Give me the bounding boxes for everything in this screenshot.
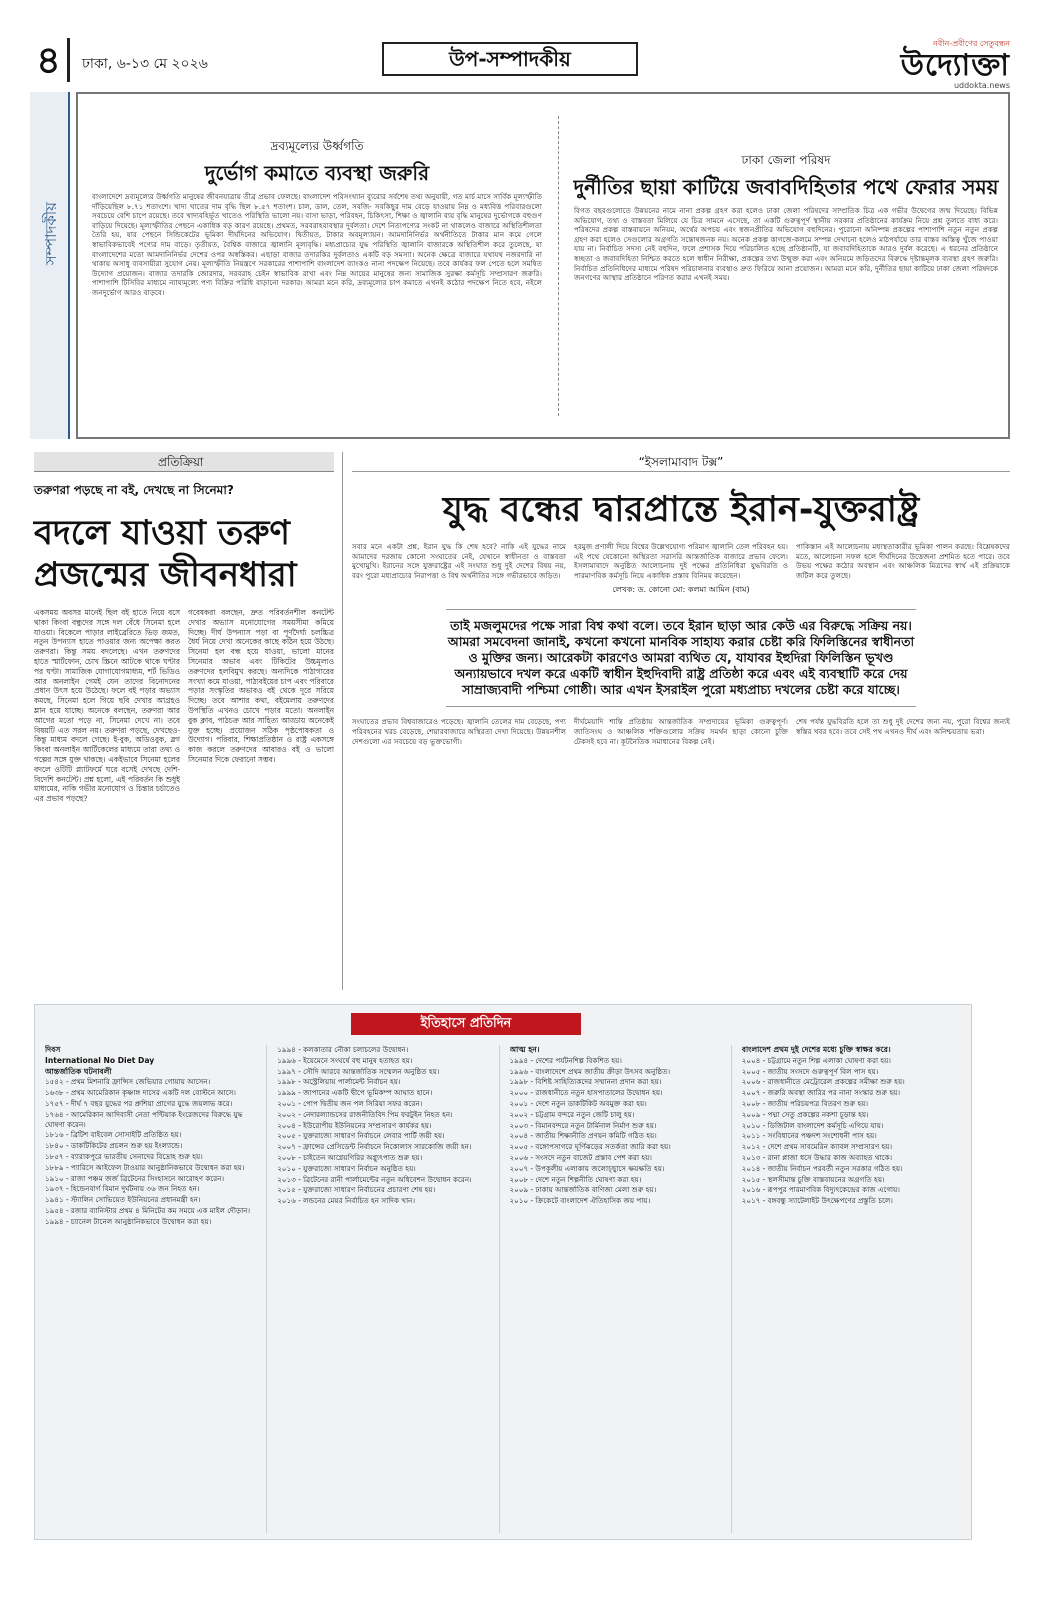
history-entry: ১৮৮৯ - প্যারিসে আইফেল টাওয়ার আনুষ্ঠানিকভাবে উদ্বোধন করা হয়।: [45, 1162, 245, 1172]
masthead: [30, 38, 1010, 88]
history-entry: International No Diet Day: [45, 1055, 155, 1065]
history-entry: ২০১১ - সংবিধানের পঞ্চদশ সংশোধনী পাস হয়।: [741, 1131, 877, 1141]
history-entry: ১৯৯৪ - কলকাতার নৌকা চলাচলের উদ্বোধন।: [277, 1045, 409, 1054]
opinion-label: প্রতিক্রিয়া: [158, 455, 204, 469]
history-columns: [45, 1045, 963, 1533]
editorial-right-kicker: ঢাকা জেলা পরিষদ: [741, 153, 831, 167]
history-entry: ২০০৮ - চাইতেন আগ্নেয়গিরির অগ্ন্যুৎপাত শুরু হয়।: [277, 1152, 423, 1162]
editorial-left-body: বাংলাদেশে দ্রব্যমূল্যের উর্ধ্বগতি মানুষের জীবনযাত্রায় তীব্র প্রভাব ফেলছে। বাংলাদেশ পরিসংখ্যান ব্যুরোর সর্বশেষ তথ্য অনুযায়ী, গত মার্চ মাসে সার্বিক মূল্যস্ফীতি দাঁড়িয়েছিল ৮.৭১ শতাংশে। খাদ্য খাতের দাম বৃদ্ধি ছিল ৮.৫৭ শতাংশ। চাল, ডাল, তেল, সবজি- সবকিছুর দাম বেড়ে যাওয়ায় নিম্ন ও মধ্যবিত্ত পরিবারগুলো সবচেয়ে বেশি চাপে রয়েছে। তবে খাদ্যবহির্ভূত খাতেও পরিস্থিতি ভালো নয়। বাসা ভাড়া, পরিবহন, চিকিৎসা, শিক্ষা ও জ্বালানি ব্যয় বৃদ্ধি মানুষের দুর্ভোগকে বহুগুণ বাড়িয়ে দিয়েছে। মূল্যস্ফীতির পেছনে একাধিক বড় কারণ রয়েছে। প্রথমত, সরবরাহব্যবস্থার দুর্বলতা। দেশে নিত্যপণ্যের সংকট না থাকলেও বাজারে অস্থিতিশীলতা তৈরি হয়, যার পেছনে সিন্ডিকেটের ভূমিকা দীর্ঘদিনের অভিযোগ। দ্বিতীয়ত, টাকার অবমূল্যায়ন। আমদানিনির্ভর অর্থনীতিতে টাকার মান কমে গেলে স্বাভাবিকভাবেই পণ্যের দাম বাড়ে। তৃতীয়ত, বৈশ্বিক বাজারে জ্বালানি মূল্যবৃদ্ধি। মধ্যপ্রাচ্যের যুদ্ধ পরিস্থিতি জ্বালানি বাজারকে অস্থিতিশীল করে তুলেছে, যা বাংলাদেশের মতো আমদানিনির্ভর দেশের ওপর অস্বস্তিকর। এছাড়া বাজার তদারকির দুর্বলতাও একটি বড় সমস্যা। অনেক ক্ষেত্রে বাজারে যথাযথ নজরদারি না থাকায় অসাধু ব্যবসায়ীরা সুযোগ নেয়। মূল্যস্ফীতি নিয়ন্ত্রণে সরকারের পাশাপাশি বাংলাদেশ ব্যাংকও নানা পদক্ষেপ নিয়েছে। তবে কার্যকর ফল পেতে হলে সমন্বিত উদ্যোগ প্রয়োজন। বাজার তদারকি জোরদার, সরবরাহ চেইন স্বাভাবিক রাখা এবং নিম্ন আয়ের মানুষের জন্য সামাজিক সুরক্ষা কর্মসূচি সম্প্রসারণ জরুরি। পাশাপাশি টিসিবির মাধ্যমে ন্যায্যমূল্যে পণ্য বিক্রির পরিধি বাড়ানো দরকার। আমরা মনে করি, দ্রব্যমূল্যের চাপ কমাতে এখনই কঠোর পদক্ষেপ নিতে হবে, নইলে জনদুর্ভোগ আরও বাড়বে।: [92, 192, 542, 297]
feature-article: [352, 452, 1010, 990]
history-col-1: [45, 1045, 267, 1533]
logo-text: উদ্যোক্তা: [900, 48, 1010, 83]
history-entry: ২০১৪ - জাতীয় নির্বাচন পরবর্তী নতুন সরকার গঠিত হয়।: [741, 1163, 903, 1173]
history-col-4: [742, 1045, 963, 1533]
history-entry: ২০০৭ - ফ্রান্সের প্রেসিডেন্ট নির্বাচনে নিকোলাস সারকোজি জয়ী হন।: [277, 1142, 472, 1152]
history-entry: ১৯৯৬ - বাংলাদেশে প্রথম জাতীয় ক্রীড়া উৎসব অনুষ্ঠিত।: [509, 1066, 671, 1076]
history-entry: ১৯৯৯ - জাপানের একটি দ্বীপে ভূমিকম্প আঘাত হানে।: [277, 1088, 433, 1098]
feature-photo-credit: লেখক: ড. কোনো মো: কলমা আমিন (বাম): [612, 585, 750, 595]
opinion-article: [34, 452, 334, 990]
history-entry: ১৮১৬ - ব্রিটিশ বাইবেল সোসাইটি প্রতিষ্ঠিত হয়।: [45, 1130, 182, 1140]
editorial-section: [30, 92, 1010, 439]
history-entry: ১৮৫৭ - ব্যারাকপুরে ভারতীয় সেনাদের বিদ্রোহ শুরু হয়।: [45, 1151, 203, 1161]
editorial-right-body: বিগত বছরগুলোতে উন্নয়নের নামে নানা প্রকল্প গ্রহণ করা হলেও ঢাকা জেলা পরিষদের সাম্প্রতিক চিত্র এক গভীর উদ্বেগের জন্ম দিয়েছে। বিভিন্ন অভিযোগ, তথ্য ও বাস্তবতা মিলিয়ে যে চিত্র সামনে এসেছে, তা একটি গুরুত্বপূর্ণ স্থানীয় সরকার প্রতিষ্ঠানের কার্যক্রম নিয়ে প্রশ্ন তুলতে বাধ্য করে। পরিষদের প্রকল্প বাস্তবায়নে অনিয়ম, অর্থের অপচয় এবং স্বজনপ্রীতির অভিযোগ বহুদিনের। পুরোনো অনিষ্পন্ন প্রকল্পের পাশাপাশি নতুন নতুন প্রকল্প গ্রহণ করা হলেও সেগুলোর অগ্রগতি সন্তোষজনক নয়। অনেক প্রকল্প কাগজে-কলমে সম্পন্ন দেখানো হলেও মাঠপর্যায়ে তার বাস্তব অস্তিত্ব খুঁজে পাওয়া যায় না। নির্বাচিত সদস্য নেই বহুদিন, ফলে প্রশাসক দিয়ে পরিচালিত হচ্ছে প্রতিষ্ঠানটি, যা জবাবদিহিতাকে আরও দুর্বল করেছে। এ ধরনের প্রতিষ্ঠানে স্বচ্ছতা ও জবাবদিহিতা নিশ্চিত করতে হলে স্বাধীন নিরীক্ষা, প্রকল্পের তথ্য উন্মুক্ত করা এবং অনিয়মে জড়িতদের বিরুদ্ধে দৃষ্টান্তমূলক ব্যবস্থা গ্রহণ জরুরি। নির্বাচিত প্রতিনিধিদের মাধ্যমে পরিষদ পরিচালনার ব্যবস্থাও দ্রুত ফিরিয়ে আনা প্রয়োজন। আমরা মনে করি, দুর্নীতির ছায়া কাটিয়ে ঢাকা জেলা পরিষদকে জনগণের আস্থার প্রতিষ্ঠানে পরিণত করার এখনই সময়।: [574, 206, 998, 283]
history-section: [34, 1004, 972, 1540]
feature-body-col-5: দীর্ঘমেয়াদি শান্তি প্রতিষ্ঠায় আন্তর্জাতিক সম্প্রদায়ের ভূমিকা গুরুত্বপূর্ণ। জাতিসংঘ ও আঞ্চলিক শক্তিগুলোর সক্রিয় সমর্থন ছাড়া কোনো চুক্তি টেকসই হবে না। কূটনৈতিক সমাধানের বিকল্প নেই।: [574, 717, 788, 746]
opinion-body-col-1: একসময় অবসর মানেই ছিল বই হাতে নিয়ে বসে থাকা কিংবা বন্ধুদের সঙ্গে দল বেঁধে সিনেমা হলে যাওয়া। বিকেলে পাড়ার লাইব্রেরিতে ভিড় জমত, নতুন উপন্যাস হাতে পাওয়ার জন্য অপেক্ষা করত তরুণরা। কিন্তু সময় বদলেছে। এখন তরুণদের হাতে স্মার্টফোন, চোখ স্ক্রিনে আটকে থাকে ঘণ্টার পর ঘণ্টা। সামাজিক যোগাযোগমাধ্যম, শর্ট ভিডিও আর অনলাইন গেমই যেন তাদের বিনোদনের প্রধান উৎস হয়ে উঠেছে। ফলে বই পড়ার অভ্যাস কমছে, সিনেমা হলে গিয়ে ছবি দেখার আগ্রহও ম্লান হয়ে যাচ্ছে। অনেকে বলছেন, তরুণরা আর আগের মতো পড়ে না, সিনেমা দেখে না। তবে বিষয়টি এত সরল নয়। তরুণরা পড়ছে, দেখছেও- কিন্তু মাধ্যম বদলে গেছে। ই-বুক, অডিওবুক, ব্লগ কিংবা অনলাইন আর্টিকেলের মাধ্যমে তারা তথ্য ও গল্পের সঙ্গে যুক্ত থাকছে। একইভাবে সিনেমা হলের বদলে ওটিটি প্ল্যাটফর্মে ঘরে বসেই দেখছে দেশি-বিদেশি কনটেন্ট। প্রশ্ন হলো, এই পরিবর্তন কি শুধুই মাধ্যমের, নাকি গভীর মনোযোগ ও চিন্তার চর্চাতেও এর প্রভাব পড়ছে?: [34, 608, 180, 804]
history-entry: বাংলাদেশ প্রথম দুই দেশের মধ্যে চুক্তি স্বাক্ষর করে।: [741, 1045, 891, 1054]
history-entry: ২০০৫ - জাতীয় সংসদে গুরুত্বপূর্ণ বিল পাস হয়।: [741, 1066, 879, 1076]
feature-body-bottom: [352, 717, 1010, 746]
history-entry: ১৯৪১ - স্ট্যালিন সোভিয়েত ইউনিয়নের প্রধানমন্ত্রী হন।: [45, 1195, 201, 1205]
feature-body-top: [352, 542, 1010, 580]
history-entry: ২০০১ - পোপ দ্বিতীয় জন পল সিরিয়া সফর করেন।: [277, 1098, 423, 1108]
history-entry: ১৯৩৭ - হিন্ডেনবার্গ বিমান দুর্ঘটনায় ৩৬ জন নিহত হন।: [45, 1184, 200, 1194]
column-divider: [342, 452, 343, 990]
editorial-right: [564, 94, 1008, 437]
history-entry: ২০০০ - রাজধানীতে নতুন হাসপাতালের উদ্বোধন হয়।: [509, 1088, 663, 1098]
history-entry: ২০০৬ - সংসদে নতুন বাজেট প্রস্তাব পেশ করা হয়।: [509, 1152, 652, 1162]
history-entry: ২০০৪ - ইউরোপীয় ইউনিয়নের সম্প্রসারণ কার্যকর হয়।: [277, 1120, 432, 1130]
editorial-left-kicker: দ্রব্যমূল্যের উর্ধ্বগতি: [270, 139, 364, 153]
opinion-body: [34, 608, 334, 804]
history-entry: ১৯৫৪ - রজার ব্যানিস্টার প্রথম ৪ মিনিটের কম সময়ে এক মাইল দৌড়ান।: [45, 1205, 251, 1215]
history-entry: ২০০৮ - জাতীয় পরিচয়পত্র বিতরণ শুরু হয়।: [741, 1098, 869, 1108]
history-entry: ২০১০ - ডিজিটাল বাংলাদেশ কর্মসূচি এগিয়ে যায়।: [741, 1120, 884, 1130]
dateline: ঢাকা, ৬-১৩ মে ২০২৬: [82, 56, 208, 72]
history-entry: দিবস: [45, 1045, 61, 1054]
history-banner: ইতিহাসে প্রতিদিন: [351, 1013, 581, 1035]
editorial-frame: [76, 92, 1010, 439]
history-entry: ২০১৬ - লন্ডনের মেয়র নির্বাচিত হন সাদিক খান।: [277, 1196, 416, 1206]
editorial-side-label: [30, 92, 70, 439]
history-entry: ২০০৩ - বিমানবন্দরে নতুন টার্মিনাল নির্মাণ শুরু হয়।: [509, 1120, 657, 1130]
feature-body-col-1: সবার মনে একটা প্রশ্ন, ইরান যুদ্ধ কি শেষ হবে? নাকি এই যুদ্ধের নামে আমাদের দরজায় কোনো সংঘাতের নেই, যেখানে স্বাধীনতা ও বাস্তবতা মুখোমুখি। ইরানের সঙ্গে যুক্তরাষ্ট্রের এই সংঘাত শুধু দুই দেশের বিষয় নয়, বরং পুরো মধ্যপ্রাচ্যের নিরাপত্তা ও বিশ্ব অর্থনীতির সঙ্গে গভীরভাবে জড়িত।: [352, 542, 566, 580]
history-entry: ২০০৬ - রাজধানীতে মেট্রোরেল প্রকল্পের সমীক্ষা শুরু হয়।: [741, 1077, 905, 1087]
logo[interactable]: [800, 38, 1010, 90]
history-entry: ২০১২ - দেশে প্রথম সাবমেরিন ক্যাবল সম্প্রসারণ হয়।: [741, 1142, 893, 1152]
history-entry: ১৯৯৪ - চ্যানেল টানেল আনুষ্ঠানিকভাবে উদ্বোধন করা হয়।: [45, 1216, 212, 1226]
history-entry: ১৬৩৮ - প্রথম আমেরিকান কৃষ্ণাঙ্গ দাসের একটি দল বোস্টনে আসে।: [45, 1088, 236, 1098]
history-entry: ১৭৫৭ - দীর্ঘ ৭ বছর যুদ্ধের পর প্রুশিয়া প্রাগের যুদ্ধে জয়লাভ করে।: [45, 1098, 233, 1108]
history-entry: আন্তর্জাতিক ঘটনাবলী: [45, 1066, 112, 1076]
column-divider: [558, 116, 559, 416]
history-entry: ২০০৮ - দেশে নতুন শিল্পনীতি ঘোষণা করা হয়।: [509, 1174, 642, 1184]
history-entry: ১৯৯৭ - সৌদি আরবে আন্তর্জাতিক সম্মেলন অনুষ্ঠিত হয়।: [277, 1066, 440, 1076]
history-entry: ২০১০ - যুক্তরাজ্যে সাধারণ নির্বাচন অনুষ্ঠিত হয়।: [277, 1163, 416, 1173]
history-entry: ২০০৪ - জাতীয় শিক্ষানীতি প্রণয়ন কমিটি গঠিত হয়।: [509, 1131, 657, 1141]
history-entry: ২০০৫ - বঙ্গোপসাগরে ঘূর্ণিঝড়ের সতর্কতা জারি করা হয়।: [509, 1142, 671, 1152]
history-entry: ১৯৯৬ - ইয়েমেনে সংঘর্ষে বহু মানুষ হতাহত হয়।: [277, 1055, 413, 1065]
page-number: ৪: [30, 38, 70, 82]
feature-pull-quote: তাই মজলুমদের পক্ষে সারা বিশ্ব কথা বলে। তবে ইরান ছাড়া আর কেউ এর বিরুদ্ধে সক্রিয় নয়। আমরা সমবেদনা জানাই, কখনো কখনো মানবিক সাহায্য করার চেষ্টা করি ফিলিস্তিনের স্বাধীনতা ও মুক্তির জন্য। আরেকটা কারণেও আমরা ব্যথিত যে, যাযাবর ইহুদিরা ফিলিস্তিন ভূখণ্ড অন্যায়ভাবে দখল করে একটি স্বাধীন ইহুদিবাদী রাষ্ট্র প্রতিষ্ঠা করে এবং এই ব্যবস্থাটি করে দেয় সাম্রাজ্যবাদী পশ্চিমা গোষ্ঠী। আর এখন ইসরাইল পুরো মধ্যপ্রাচ্য দখলের চেষ্টা করে যাচ্ছে।: [446, 609, 916, 707]
history-entry: ২০১৩ - রানা প্লাজা ধসে উদ্ধার কাজ অব্যাহত থাকে।: [741, 1152, 893, 1162]
opinion-question: তরুণরা পড়ছে না বই, দেখছে না সিনেমা?: [34, 483, 234, 497]
feature-body-col-3: পাকিস্তান এই আলোচনায় মধ্যস্থতাকারীর ভূমিকা পালন করছে। বিশ্লেষকদের মতে, আলোচনা সফল হলে দীর্ঘদিনের উত্তেজনা প্রশমিত হতে পারে। তবে উভয় পক্ষের কঠোর অবস্থান এবং আঞ্চলিক মিত্রদের স্বার্থ এই প্রক্রিয়াকে জটিল করে তুলছে।: [796, 542, 1010, 580]
history-entry: ২০০৯ - ঢাকায় আন্তর্জাতিক বাণিজ্য মেলা শুরু হয়।: [509, 1185, 657, 1195]
feature-headline[interactable]: যুদ্ধ বন্ধের দ্বারপ্রান্তে ইরান-যুক্তরাষ্ট্র: [442, 490, 920, 530]
history-entry: আত্ম হন।: [509, 1045, 540, 1054]
editorial-left-headline[interactable]: দুর্ভোগ কমাতে ব্যবস্থা জরুরি: [204, 161, 430, 185]
history-entry: ২০০৫ - যুক্তরাজ্যে সাধারণ নির্বাচনে লেবার পার্টি জয়ী হয়।: [277, 1131, 445, 1141]
side-label-text: সম্পাদকীয়: [42, 202, 60, 266]
history-entry: ১৯৯৮ - বিশিষ্ট সাহিত্যিকদের সম্মাননা প্রদান করা হয়।: [509, 1077, 662, 1087]
history-entry: ১৯৯৮ - অস্ট্রেলিয়ায় পার্লামেন্ট নির্বাচন হয়।: [277, 1077, 401, 1087]
editorial-right-headline[interactable]: দুর্নীতির ছায়া কাটিয়ে জবাবদিহিতার পথে ফেরার সময়: [573, 175, 999, 199]
logo-url: uddokta.news: [953, 81, 1010, 90]
history-entry: ২০০৭ - উপকূলীয় এলাকায় জলোচ্ছ্বাসে ক্ষয়ক্ষতি হয়।: [509, 1163, 665, 1173]
history-entry: ২০০১ - দেশে নতুন ডাকটিকিট অবমুক্ত করা হয়।: [509, 1098, 647, 1108]
articles-section: [34, 452, 1010, 990]
history-entry: ২০১৫ - স্থলসীমান্ত চুক্তি বাস্তবায়নের অগ্রগতি হয়।: [741, 1174, 885, 1184]
history-entry: ২০০৪ - চট্টগ্রামে নতুন শিল্প এলাকা ঘোষণা করা হয়।: [741, 1055, 891, 1065]
history-entry: ১৮৪০ - ডাকটিকিটের প্রচলন শুরু হয় ইংল্যান্ডে।: [45, 1141, 183, 1151]
history-entry: ১৫৪২ - প্রথম মিশনারি ফ্রান্সিস জেভিয়ার গোয়ায় আসেন।: [45, 1077, 211, 1087]
history-col-2: [277, 1045, 499, 1533]
history-entry: ২০০৯ - পদ্মা সেতু প্রকল্পের নকশা চূড়ান্ত হয়।: [741, 1109, 869, 1119]
opinion-label-bar: [34, 452, 334, 472]
history-entry: ১৭৬৪ - আমেরিকান আদিবাসী নেতা পন্টিয়াক ইংরেজদের বিরুদ্ধে যুদ্ধ ঘোষণা করেন।: [45, 1109, 243, 1129]
opinion-body-col-2: গবেষকরা বলছেন, দ্রুত পরিবর্তনশীল কনটেন্ট দেখার অভ্যাস মনোযোগের সময়সীমা কমিয়ে দিচ্ছে। দীর্ঘ উপন্যাস পড়া বা পূর্ণদৈর্ঘ্য চলচ্চিত্র ধৈর্য নিয়ে দেখা অনেকের কাছে কঠিন হয়ে উঠছে। সিনেমা হল বন্ধ হয়ে যাওয়া, ভালো মানের সিনেমার অভাব এবং টিকিটের উচ্চমূল্যও তরুণদের হলবিমুখ করছে। অন্যদিকে পাঠাগারের সংখ্যা কমে যাওয়া, পাঠ্যবইয়ের চাপ এবং পরিবারে পড়ার সংস্কৃতির অভাবও বই থেকে দূরে সরিয়ে দিচ্ছে। তবে আশার কথা, বইমেলায় তরুণদের উপস্থিতি এখনও চোখে পড়ার মতো। অনলাইন বুক ক্লাব, পাঠচক্র আর সাহিত্য আড্ডায় অনেকেই যুক্ত হচ্ছে। প্রয়োজন সঠিক পৃষ্ঠপোষকতা ও উদ্যোগ। পরিবার, শিক্ষাপ্রতিষ্ঠান ও রাষ্ট্র একসঙ্গে কাজ করলে তরুণদের আবারও বই ও ভালো সিনেমার দিকে ফেরানো সম্ভব।: [188, 608, 334, 764]
feature-body-col-2: হরমুজ প্রণালী দিয়ে বিশ্বের উল্লেখযোগ্য পরিমাণ জ্বালানি তেল পরিবহন হয়। এই পথে যেকোনো অস্থিরতা সরাসরি আন্তর্জাতিক বাজারে প্রভাব ফেলে। ইসলামাবাদে অনুষ্ঠিত আলোচনায় দুই পক্ষের প্রতিনিধিরা যুদ্ধবিরতি ও পারমাণবিক কর্মসূচি নিয়ে একাধিক প্রস্তাব বিনিময় করেছেন।: [574, 542, 788, 580]
feature-body-col-4: সংঘাতের প্রভাব বিশ্ববাজারেও পড়েছে। জ্বালানি তেলের দাম বেড়েছে, পণ্য পরিবহনের খরচ বেড়েছে, শেয়ারবাজারে অস্থিরতা দেখা দিয়েছে। উন্নয়নশীল দেশগুলো এর সবচেয়ে বড় ভুক্তভোগী।: [352, 717, 566, 746]
history-entry: ২০০২ - নেদারল্যান্ডসের রাজনীতিবিদ পিম ফরটুইন নিহত হন।: [277, 1109, 453, 1119]
history-entry: ২০১৫ - যুক্তরাজ্যে সাধারণ নির্বাচনের প্রচারণা শেষ হয়।: [277, 1185, 436, 1195]
feature-series-tag: “ইসলামাবাদ টক্স”: [352, 452, 1010, 472]
history-entry: ১৯১০ - রাজা পঞ্চম জর্জ ব্রিটেনের সিংহাসনে আরোহণ করেন।: [45, 1173, 225, 1183]
history-entry: ২০১৬ - রূপপুর পারমাণবিক বিদ্যুৎকেন্দ্রের কাজ এগোয়।: [741, 1185, 900, 1195]
opinion-headline[interactable]: বদলে যাওয়া তরুণ প্রজন্মের জীবনধারা: [34, 513, 297, 595]
history-entry: ২০১০ - ক্রিকেটে বাংলাদেশ ঐতিহাসিক জয় পায়।: [509, 1196, 651, 1206]
feature-body-col-6: শেষ পর্যন্ত যুদ্ধবিরতি হলে তা শুধু দুই দেশের জন্য নয়, পুরো বিশ্বের জন্যই স্বস্তির খবর হবে। তবে সেই পথ এখনও দীর্ঘ এবং অনিশ্চয়তায় ভরা।: [796, 717, 1010, 736]
history-entry: ২০০২ - চট্টগ্রাম বন্দরে নতুন জেটি চালু হয়।: [509, 1109, 635, 1119]
history-entry: ২০০৭ - জরুরি অবস্থা জারির পর নানা সংস্কার শুরু হয়।: [741, 1088, 901, 1098]
history-entry: ২০১৭ - বঙ্গবন্ধু স্যাটেলাইট উৎক্ষেপণের প্রস্তুতি চলে।: [741, 1196, 893, 1206]
history-entry: ২০১৩ - ব্রিটেনের রানী পার্লামেন্টের নতুন অধিবেশন উদ্বোধন করেন।: [277, 1174, 472, 1184]
logo-tagline: নবীন-প্রবীণের সেতুবন্ধন: [933, 39, 1010, 48]
section-title: উপ-সম্পাদকীয়: [382, 42, 638, 76]
history-col-3: [510, 1045, 732, 1533]
history-entry: ১৯৯৪ - দেশের পর্যটনশিল্প বিকশিত হয়।: [509, 1055, 622, 1065]
editorial-left: [82, 94, 552, 437]
